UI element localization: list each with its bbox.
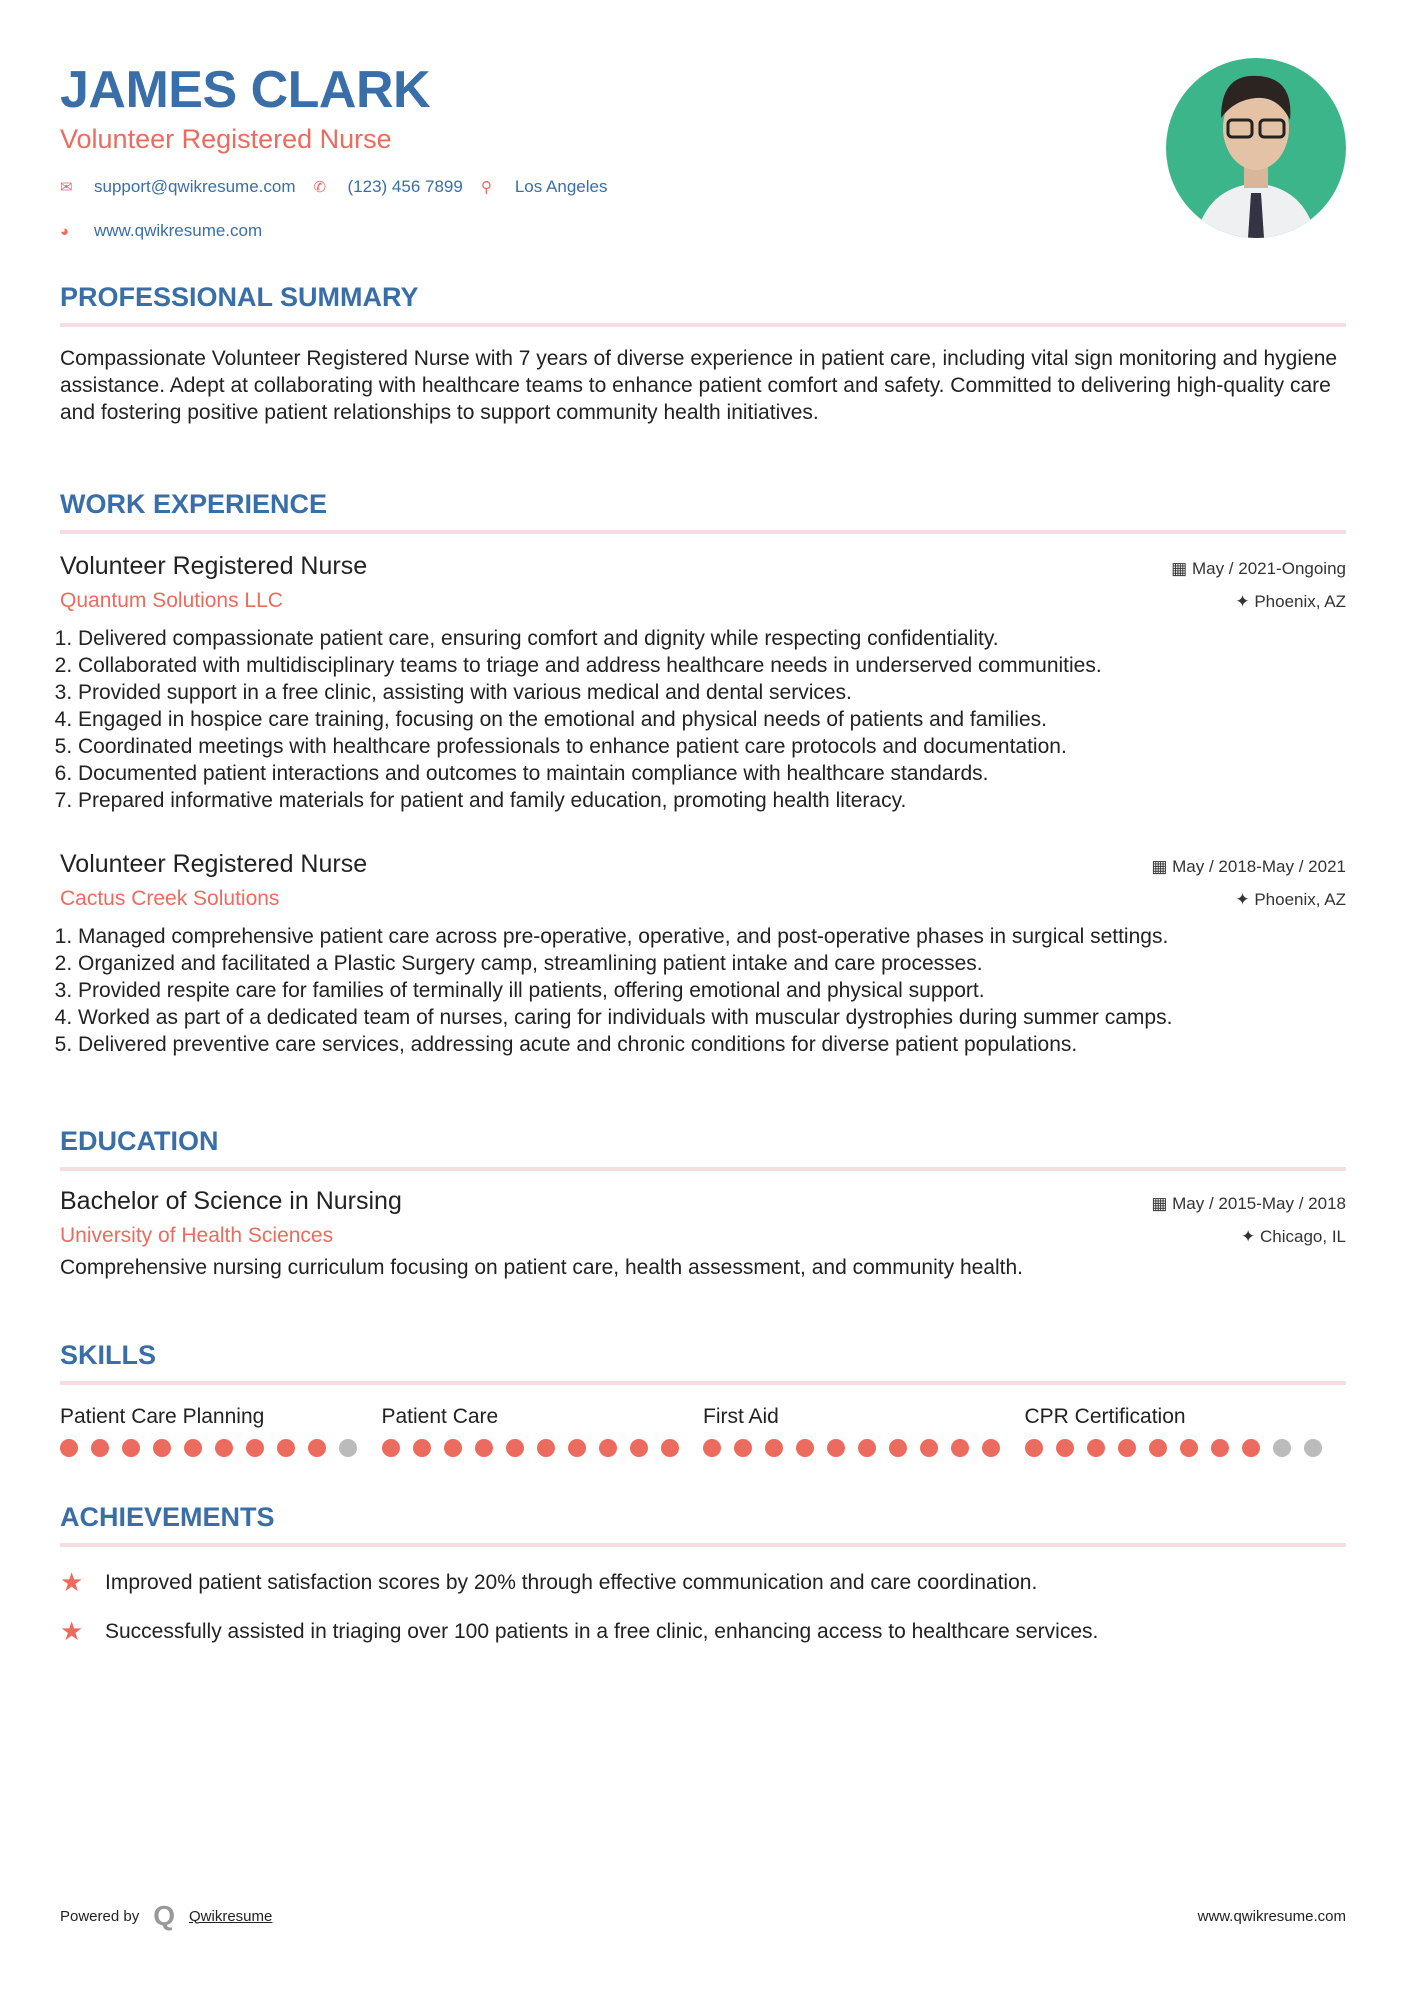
rating-dot — [537, 1439, 555, 1457]
achievement-text: Improved patient satisfaction scores by 20% through effective communication and care coordination. — [105, 1570, 1038, 1594]
candidate-name: JAMES CLARK — [60, 61, 431, 119]
rating-dot — [951, 1439, 969, 1457]
rating-dot — [475, 1439, 493, 1457]
rating-dot — [1304, 1439, 1322, 1457]
skill-rating — [382, 1439, 704, 1457]
calendar-icon: ▦ — [1171, 559, 1192, 578]
skills-section — [60, 1340, 1346, 1457]
rating-dot — [1242, 1439, 1260, 1457]
calendar-icon: ▦ — [1151, 857, 1173, 876]
skill-rating — [60, 1439, 382, 1457]
email-icon: ✉ — [60, 179, 73, 196]
achievement-text: Successfully assisted in triaging over 100 patients in a free clinic, enhancing access to healthcare services. — [105, 1619, 1099, 1643]
rating-dot — [444, 1439, 462, 1457]
bullet-item: 3. Provided support in a free clinic, assisting with various medical and dental services. — [78, 679, 1346, 706]
rating-dot — [153, 1439, 171, 1457]
rating-dot — [734, 1439, 752, 1457]
location-text: Los Angeles — [514, 177, 608, 196]
qwikresume-logo-icon: Q — [153, 1900, 175, 1931]
candidate-role: Volunteer Registered Nurse — [60, 124, 392, 154]
email-link[interactable]: support@qwikresume.com — [94, 177, 296, 196]
bullet-item: 5. Coordinated meetings with healthcare professionals to enhance patient care protocols and documentation. — [78, 733, 1346, 760]
job-entry — [60, 552, 1346, 814]
powered-by: Powered by — [60, 1907, 140, 1925]
bullet-item: 4. Engaged in hospice care training, focusing on the emotional and physical needs of patients and families. — [78, 706, 1346, 733]
rating-dot — [122, 1439, 140, 1457]
edu-description: Comprehensive nursing curriculum focusing on patient care, health assessment, and community health. — [60, 1256, 1023, 1279]
bullet-item: 6. Documented patient interactions and outcomes to maintain compliance with healthcare standards. — [78, 760, 1346, 787]
job-entry — [60, 850, 1346, 1058]
pin-icon: ✦ — [1241, 1227, 1260, 1246]
skill-rating — [1025, 1439, 1347, 1457]
divider — [60, 1167, 1346, 1171]
header — [60, 60, 1346, 241]
rating-dot — [889, 1439, 907, 1457]
school: University of Health Sciences — [60, 1224, 334, 1247]
divider — [60, 1381, 1346, 1385]
job-bullets — [60, 625, 1346, 814]
rating-dot — [382, 1439, 400, 1457]
skill-name: Patient Care — [381, 1405, 499, 1428]
skill-name: Patient Care Planning — [60, 1405, 265, 1428]
edu-date: May / 2015-May / 2018 — [1172, 1194, 1346, 1213]
rating-dot — [920, 1439, 938, 1457]
skill-item — [703, 1405, 1025, 1457]
globe-icon: ◕ — [60, 222, 70, 240]
footer-website[interactable]: www.qwikresume.com — [1197, 1907, 1346, 1925]
job-location: Phoenix, AZ — [1254, 592, 1346, 611]
bullet-item: 1. Managed comprehensive patient care across pre-operative, operative, and post-operative phases in surgical settings. — [78, 923, 1346, 950]
divider — [60, 323, 1346, 327]
bullet-item: 2. Organized and facilitated a Plastic Surgery camp, streamlining patient intake and care processes. — [78, 950, 1346, 977]
job-date: May / 2021-Ongoing — [1191, 559, 1346, 578]
rating-dot — [827, 1439, 845, 1457]
skill-name: CPR Certification — [1024, 1405, 1186, 1428]
pin-icon: ✦ — [1235, 592, 1255, 611]
rating-dot — [215, 1439, 233, 1457]
company: Cactus Creek Solutions — [60, 887, 280, 910]
skill-item — [382, 1405, 704, 1457]
website-link[interactable]: www.qwikresume.com — [94, 221, 263, 240]
bullet-item: 3. Provided respite care for families of terminally ill patients, offering emotional and physical support. — [78, 977, 1346, 1004]
rating-dot — [1149, 1439, 1167, 1457]
phone-text: (123) 456 7899 — [347, 177, 463, 196]
skill-item — [60, 1405, 382, 1457]
experience-section — [60, 489, 1346, 1058]
skill-rating — [703, 1439, 1025, 1457]
pin-icon: ✦ — [1235, 890, 1255, 909]
rating-dot — [506, 1439, 524, 1457]
calendar-icon: ▦ — [1151, 1194, 1173, 1213]
rating-dot — [1025, 1439, 1043, 1457]
rating-dot — [246, 1439, 264, 1457]
rating-dot — [568, 1439, 586, 1457]
divider — [60, 530, 1346, 534]
section-title: ACHIEVEMENTS — [60, 1502, 275, 1532]
rating-dot — [630, 1439, 648, 1457]
job-bullets — [60, 923, 1346, 1058]
rating-dot — [1273, 1439, 1291, 1457]
rating-dot — [703, 1439, 721, 1457]
rating-dot — [982, 1439, 1000, 1457]
section-title: PROFESSIONAL SUMMARY — [60, 282, 419, 312]
star-icon: ★ — [60, 1567, 84, 1597]
job-date: May / 2018-May / 2021 — [1172, 857, 1346, 876]
rating-dot — [1087, 1439, 1105, 1457]
rating-dot — [413, 1439, 431, 1457]
job-title: Volunteer Registered Nurse — [60, 552, 368, 580]
rating-dot — [599, 1439, 617, 1457]
summary-section — [60, 282, 1346, 426]
section-title: EDUCATION — [60, 1126, 219, 1156]
bullet-item: 7. Prepared informative materials for patient and family education, promoting health literacy. — [78, 787, 1346, 814]
rating-dot — [661, 1439, 679, 1457]
rating-dot — [1211, 1439, 1229, 1457]
bullet-item: 5. Delivered preventive care services, addressing acute and chronic conditions for diverse patient populations. — [78, 1031, 1346, 1058]
education-section — [60, 1126, 1346, 1281]
brand-link[interactable]: Qwikresume — [189, 1907, 273, 1925]
rating-dot — [60, 1439, 78, 1457]
rating-dot — [91, 1439, 109, 1457]
star-icon: ★ — [60, 1616, 84, 1646]
skill-name: First Aid — [703, 1405, 779, 1428]
rating-dot — [184, 1439, 202, 1457]
rating-dot — [765, 1439, 783, 1457]
rating-dot — [1118, 1439, 1136, 1457]
rating-dot — [308, 1439, 326, 1457]
footer — [60, 1900, 1346, 1932]
bullet-item: 4. Worked as part of a dedicated team of nurses, caring for individuals with muscular dystrophies during summer camps. — [78, 1004, 1346, 1031]
bullet-item: 2. Collaborated with multidisciplinary teams to triage and address healthcare needs in underserved communities. — [78, 652, 1346, 679]
achievement-item — [60, 1567, 1346, 1598]
achievement-item — [60, 1616, 1346, 1647]
rating-dot — [1056, 1439, 1074, 1457]
job-title: Volunteer Registered Nurse — [60, 850, 368, 878]
achievements-section — [60, 1502, 1346, 1665]
rating-dot — [277, 1439, 295, 1457]
rating-dot — [858, 1439, 876, 1457]
degree: Bachelor of Science in Nursing — [60, 1187, 402, 1215]
divider — [60, 1543, 1346, 1547]
rating-dot — [796, 1439, 814, 1457]
skill-item — [1025, 1405, 1347, 1457]
location-pin-icon: ⚲ — [480, 179, 492, 196]
profile-photo — [1166, 58, 1346, 238]
rating-dot — [1180, 1439, 1198, 1457]
job-location: Phoenix, AZ — [1254, 890, 1346, 909]
phone-icon: ✆ — [313, 179, 327, 196]
company: Quantum Solutions LLC — [60, 589, 283, 612]
edu-location: Chicago, IL — [1260, 1227, 1346, 1246]
bullet-item: 1. Delivered compassionate patient care, ensuring comfort and dignity while respecting confidentiality. — [78, 625, 1346, 652]
summary-text: Compassionate Volunteer Registered Nurse with 7 years of diverse experience in patient care, including vital sign monitoring and hygiene assistance. Adept at collaborating with healthcare teams to enhance patient comfort and safety. Committed to delivering high-quality care and fostering positive patient relationships to support community health initiatives. — [60, 347, 1338, 424]
rating-dot — [339, 1439, 357, 1457]
section-title: WORK EXPERIENCE — [60, 489, 328, 519]
section-title: SKILLS — [60, 1340, 157, 1370]
